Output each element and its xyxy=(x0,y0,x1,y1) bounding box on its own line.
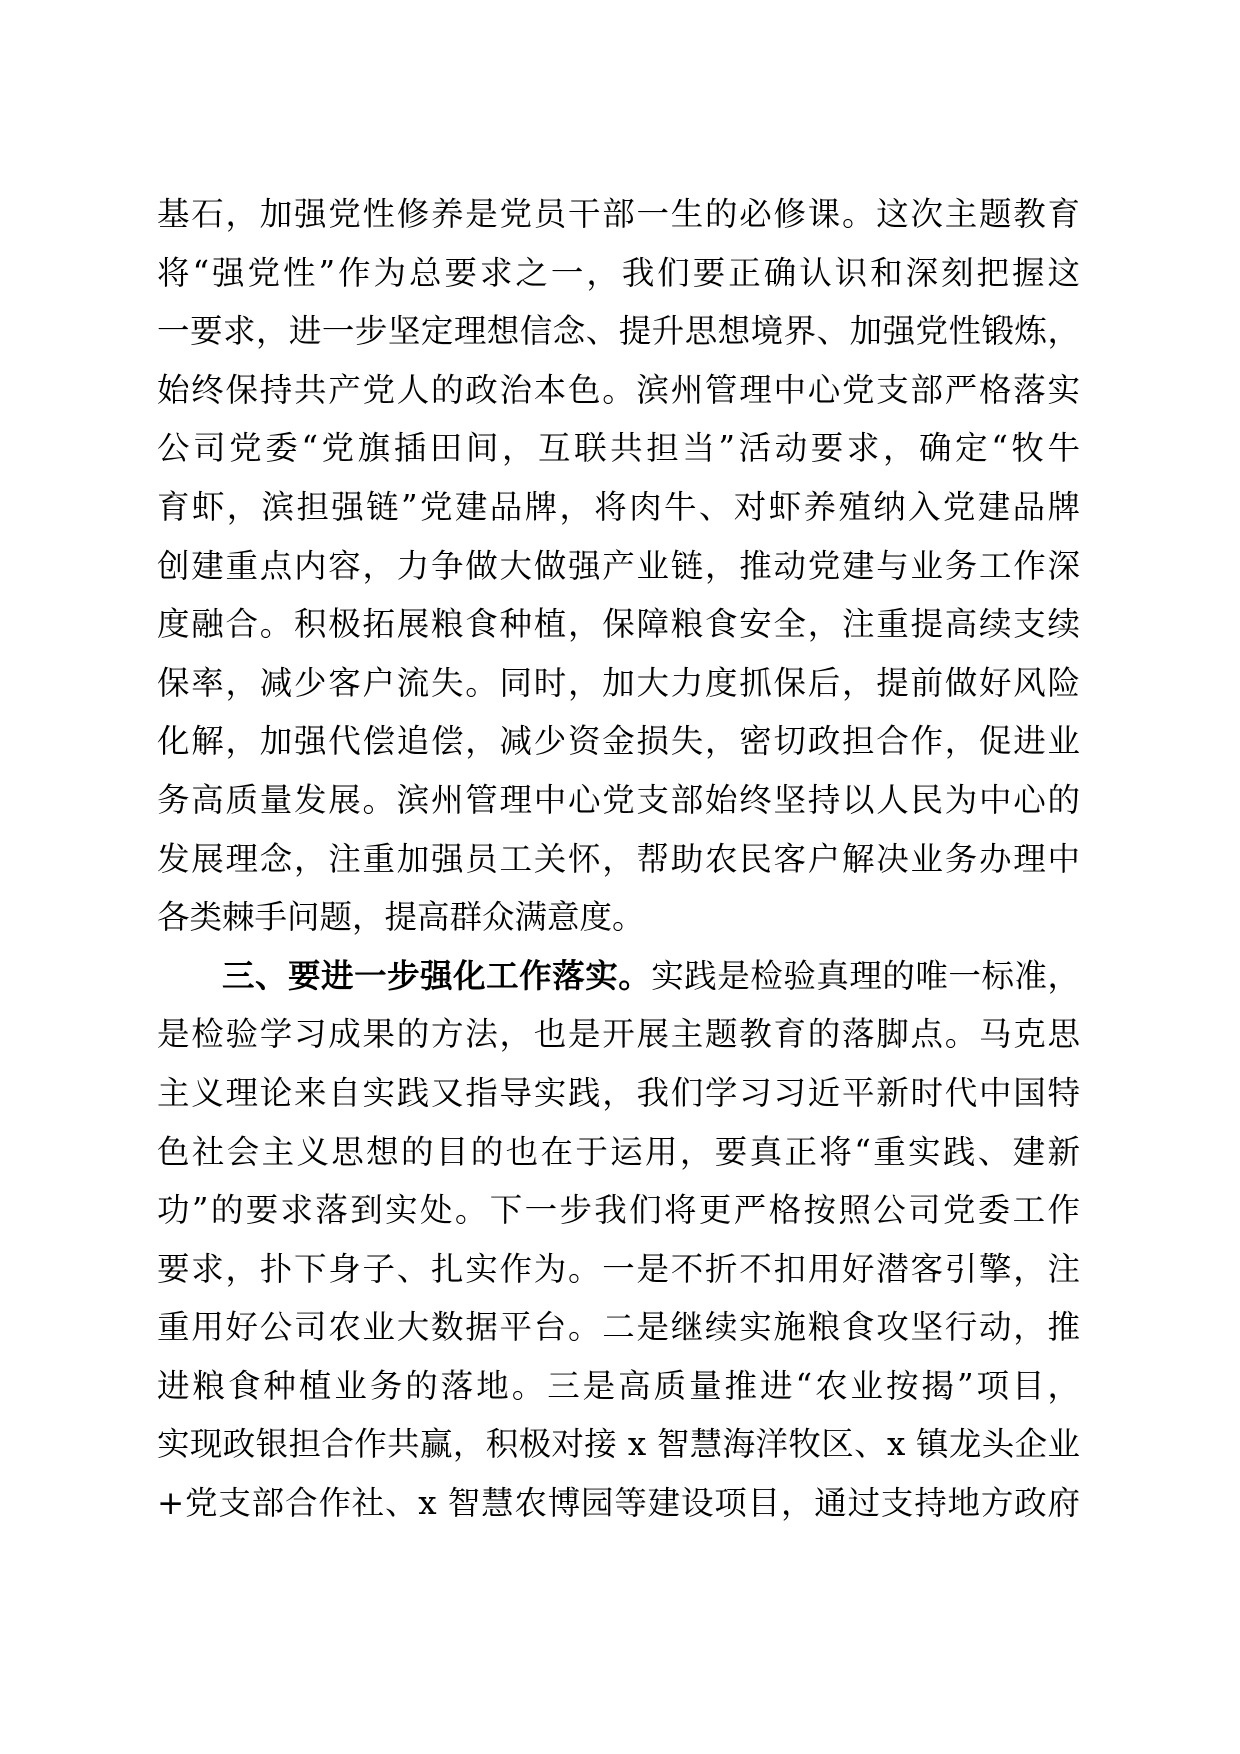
text-line: 主义理论来自实践又指导实践，我们学习习近平新时代中国特 xyxy=(157,1073,1080,1112)
text-line: 化解，加强代偿追偿，减少资金损失，密切政担合作，促进业 xyxy=(157,722,1080,761)
text-line: 公司党委“党旗插田间，互联共担当”活动要求，确定“牧牛 xyxy=(157,429,1080,468)
text-line: 要求，扑下身子、扎实作为。一是不折不扣用好潜客引擎，注 xyxy=(157,1249,1080,1288)
paragraph xyxy=(157,947,1080,1533)
text-line: 是检验学习成果的方法，也是开展主题教育的落脚点。马克思 xyxy=(157,1015,1080,1054)
text-line: 务高质量发展。滨州管理中心党支部始终坚持以人民为中心的 xyxy=(157,780,1080,819)
text-line: 将“强党性”作为总要求之一，我们要正确认识和深刻把握这 xyxy=(157,253,1080,292)
text-line: 色社会主义思想的目的也在于运用，要真正将“重实践、建新 xyxy=(157,1132,1080,1171)
text-line: 各类棘手问题，提高群众满意度。 xyxy=(157,898,645,937)
text-line: 度融合。积极拓展粮食种植，保障粮食安全，注重提高续支续 xyxy=(157,605,1080,644)
paragraph xyxy=(157,185,1080,947)
text-run: 实践是检验真理的唯一标准， xyxy=(651,956,1080,995)
text-line: 保率，减少客户流失。同时，加大力度抓保后，提前做好风险 xyxy=(157,663,1080,702)
text-line: 进粮食种植业务的落地。三是高质量推进“农业按揭”项目， xyxy=(157,1366,1080,1405)
text-line: 功”的要求落到实处。下一步我们将更严格按照公司党委工作 xyxy=(157,1191,1080,1230)
text-line: 一要求，进一步坚定理想信念、提升思想境界、加强党性锻炼， xyxy=(157,312,1080,351)
text-line: 创建重点内容，力争做大做强产业链，推动党建与业务工作深 xyxy=(157,546,1080,585)
document-body xyxy=(157,185,1080,1533)
text-line: 发展理念，注重加强员工关怀，帮助农民客户解决业务办理中 xyxy=(157,839,1080,878)
text-line: +党支部合作社、x 智慧农博园等建设项目，通过支持地方政府 xyxy=(157,1484,1080,1523)
section-heading: 三、要进一步强化工作落实。 xyxy=(222,955,652,995)
text-line: 重用好公司农业大数据平台。二是继续实施粮食攻坚行动，推 xyxy=(157,1308,1080,1347)
text-line: 育虾，滨担强链”党建品牌，将肉牛、对虾养殖纳入党建品牌 xyxy=(157,487,1080,526)
text-line: 始终保持共产党人的政治本色。滨州管理中心党支部严格落实 xyxy=(157,370,1080,409)
text-line: 实现政银担合作共赢，积极对接 x 智慧海洋牧区、x 镇龙头企业 xyxy=(157,1425,1080,1464)
text-line: 基石，加强党性修养是党员干部一生的必修课。这次主题教育 xyxy=(157,195,1080,233)
text-line xyxy=(157,947,1080,1006)
